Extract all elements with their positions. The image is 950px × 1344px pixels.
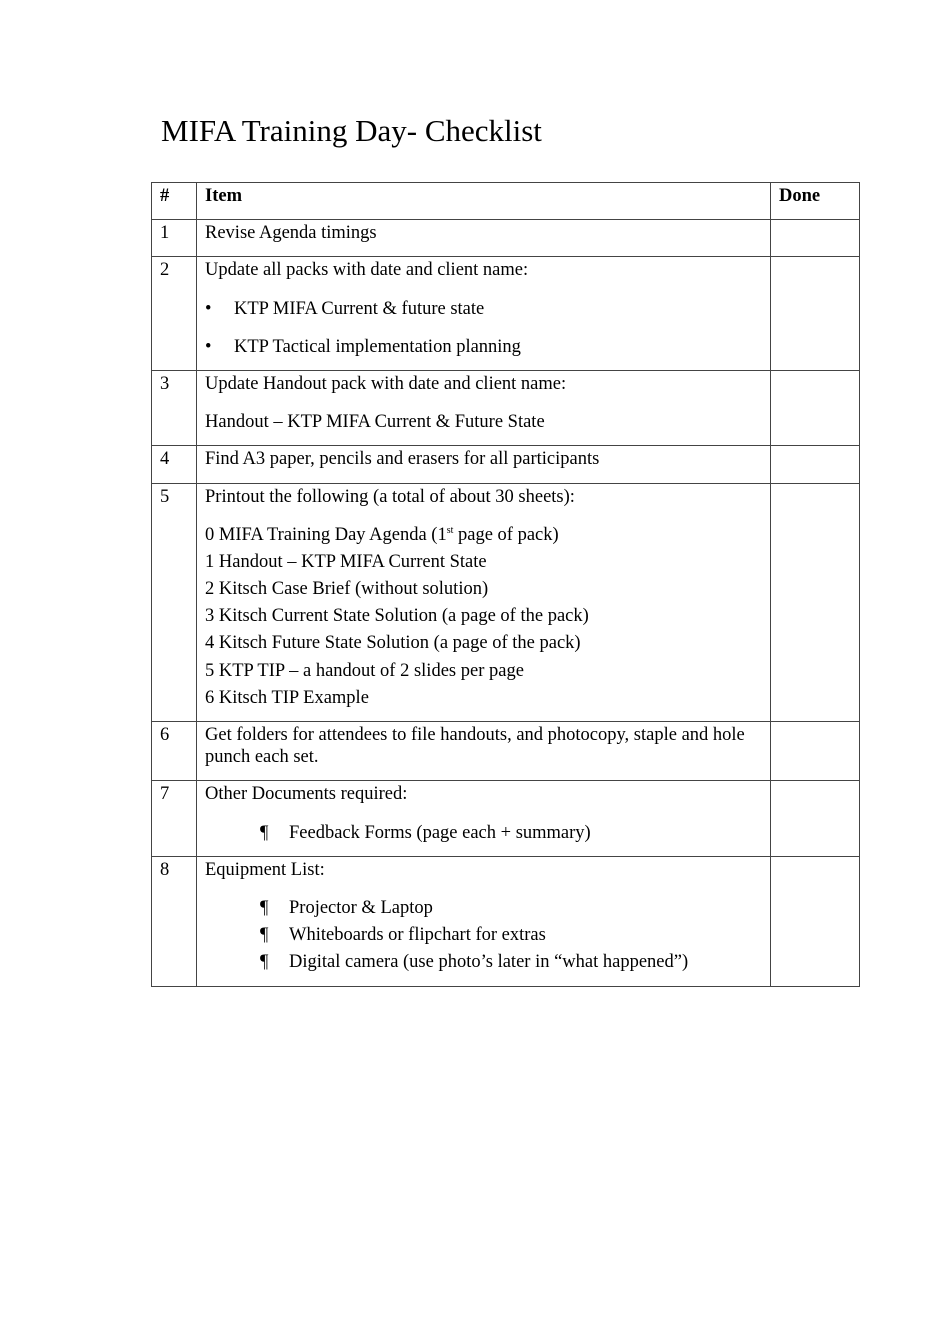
list-item <box>205 298 762 320</box>
checklist-table <box>151 182 860 987</box>
row-number: 6 <box>152 722 197 781</box>
pilcrow-icon: ¶ <box>260 952 269 973</box>
bullet-icon: • <box>205 298 212 319</box>
list-item <box>260 924 762 946</box>
list-item-text: Projector & Laptop <box>289 897 433 918</box>
item-text: Get folders for attendees to file handouts, and photocopy, staple and hole punch each set. <box>205 725 745 768</box>
table-header-row <box>152 183 860 220</box>
print-list-item: 1 Handout – KTP MIFA Current State <box>205 551 487 572</box>
item-subtext: Handout – KTP MIFA Current & Future State <box>205 412 545 433</box>
print-list-item: 0 MIFA Training Day Agenda (1st page of pack) <box>205 524 559 545</box>
list-item-text: Whiteboards or flipchart for extras <box>289 925 546 946</box>
table-row <box>152 370 860 445</box>
done-cell[interactable] <box>771 446 860 483</box>
row-item <box>197 483 771 722</box>
table-row <box>152 781 860 856</box>
item-text: Update Handout pack with date and client name: <box>205 373 567 394</box>
row-number: 2 <box>152 257 197 371</box>
row-item <box>197 781 771 856</box>
item-text: Revise Agenda timings <box>205 223 377 244</box>
pilcrow-icon: ¶ <box>260 925 269 946</box>
row-item <box>197 722 771 781</box>
item-text: Find A3 paper, pencils and erasers for all participants <box>205 449 600 470</box>
table-row <box>152 483 860 722</box>
header-number: # <box>152 183 197 220</box>
item-text: Other Documents required: <box>205 784 408 805</box>
item-text: Equipment List: <box>205 859 325 880</box>
list-item <box>205 336 762 358</box>
done-cell[interactable] <box>771 257 860 371</box>
done-cell[interactable] <box>771 722 860 781</box>
row-number: 7 <box>152 781 197 856</box>
row-number: 3 <box>152 370 197 445</box>
row-item <box>197 370 771 445</box>
row-item <box>197 257 771 371</box>
table-row <box>152 257 860 371</box>
row-number: 1 <box>152 220 197 257</box>
print-list-item: 3 Kitsch Current State Solution (a page of the pack) <box>205 606 589 627</box>
table-row <box>152 856 860 986</box>
row-item <box>197 220 771 257</box>
done-cell[interactable] <box>771 781 860 856</box>
page-title: MIFA Training Day- Checklist <box>161 113 542 148</box>
row-item <box>197 446 771 483</box>
pilcrow-icon: ¶ <box>260 897 269 918</box>
done-cell[interactable] <box>771 483 860 722</box>
print-list-item: 2 Kitsch Case Brief (without solution) <box>205 579 489 600</box>
pilcrow-icon: ¶ <box>260 822 269 843</box>
row-item <box>197 856 771 986</box>
list-item-text: Feedback Forms (page each + summary) <box>289 822 591 843</box>
print-list-item: 5 KTP TIP – a handout of 2 slides per page <box>205 660 524 681</box>
list-item <box>260 897 762 919</box>
done-cell[interactable] <box>771 856 860 986</box>
row-number: 4 <box>152 446 197 483</box>
row-number: 8 <box>152 856 197 986</box>
list-item <box>260 822 762 844</box>
list-item-text: KTP Tactical implementation planning <box>234 336 521 357</box>
list-item-text: Digital camera (use photo’s later in “what happened”) <box>289 952 689 973</box>
row-number: 5 <box>152 483 197 722</box>
print-list-item: 6 Kitsch TIP Example <box>205 687 369 708</box>
item-text: Printout the following (a total of about 30 sheets): <box>205 486 575 507</box>
done-cell[interactable] <box>771 370 860 445</box>
header-done: Done <box>771 183 860 220</box>
list-item <box>260 951 762 973</box>
header-item: Item <box>197 183 771 220</box>
table-row <box>152 446 860 483</box>
item-text: Update all packs with date and client name: <box>205 260 529 281</box>
print-list-item: 4 Kitsch Future State Solution (a page of the pack) <box>205 633 581 654</box>
bullet-icon: • <box>205 336 212 357</box>
list-item-text: KTP MIFA Current & future state <box>234 298 485 319</box>
done-cell[interactable] <box>771 220 860 257</box>
table-row <box>152 220 860 257</box>
table-row <box>152 722 860 781</box>
